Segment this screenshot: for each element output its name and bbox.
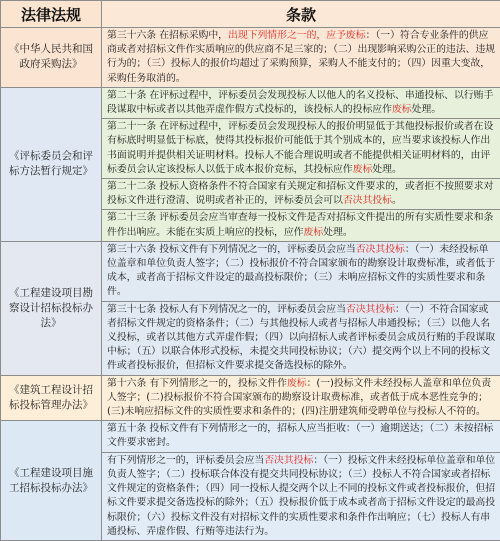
- clause-text: 处理。: [372, 164, 401, 175]
- clause-cell: [102, 87, 500, 118]
- table-row: [1, 375, 500, 421]
- clause-text: ：（一）未经投标单位盖章和单位负责人签字；（二）投标报价不符合国家颁布的勘察设计取费标准，或者低于成本，或者高于招标文件设定的最高投标限价；（三）未响应招标文件的实质性要求和条件。: [107, 244, 495, 298]
- clause-text: 第三十六条 投标文件有下列情况之一的，评标委员会应当: [107, 244, 356, 255]
- highlighted-term: 废标: [353, 164, 373, 175]
- clause-cell: [102, 301, 500, 375]
- regulations-body: [1, 28, 500, 541]
- clause-text: 第二十条 在评标过程中，评标委员会发现投标人以他人的名义投标、串通投标、以行贿手段谋取中标或者以其他弄虚作假方式投标的，该投标人的投标应作: [107, 90, 493, 115]
- law-name-cell: 《评标委员会和评标方法暂行规定》: [1, 87, 102, 241]
- clause-text: ：（一）投标文件未经投标单位盖章和单位负责人签字；（二）投标联合体没有提交共同投标协议；（三）投标人不符合国家或者招标文件规定的资格条件；（四）同一投标人提交两个以上不同的投标文件或者投标报价，但招标文件要求提交备选投标的除外；（五）投标报价低于成本或者高于招标文件设定的最高投标限价；（六）投标文件没有对招标文件的实质性要求和条件作出响应；（七）投标人有串通投标、弄虚作假、行贿等违法行为。: [107, 455, 495, 537]
- law-name-cell: 《建筑工程设计招标投标管理办法》: [1, 375, 102, 421]
- highlighted-term: 废标: [392, 104, 412, 115]
- table-row: [1, 28, 500, 88]
- clause-text: 有下列情形之一的，评标委员会应当: [107, 455, 264, 466]
- highlighted-term: 否决其投标: [264, 455, 313, 466]
- clause-column-header: 条款: [102, 1, 500, 28]
- clause-cell: [102, 421, 500, 452]
- clause-text: 第二十二条 投标人资格条件不符合国家有关规定和招标文件要求的，或者拒不按照要求对投标文件进行澄清、说明或者补正的，评标委员会可以: [107, 181, 493, 206]
- clause-text: ：（一）不符合国家或者招标文件规定的资格条件；（二）与其他投标人或者与招标人串通投标；（三）以他人名义投标，或者以其他方式弄虚作假；（四）以向招标人或者评标委员会成员行贿的手段谋取中标；（五）以联合体形式投标，未提交共同投标协议；（六）提交两个以上不同的投标文件或者投标报价，但招标文件要求提交备选投标的除外。: [107, 304, 495, 372]
- table-row: [1, 87, 500, 118]
- law-name-cell: 《工程建设项目勘察设计招标投标办法》: [1, 241, 102, 375]
- highlighted-term: 否决其投标: [343, 195, 392, 206]
- highlighted-term: 否决其投标: [356, 244, 405, 255]
- clause-text: 处理。: [323, 227, 352, 238]
- header-row: [1, 1, 500, 28]
- highlighted-term: 废标: [287, 378, 307, 389]
- highlighted-term: 废标: [304, 227, 324, 238]
- clause-cell: [102, 119, 500, 179]
- clause-cell: [102, 241, 500, 301]
- clause-text: ：（一）符合专业条件的供应商或者对招标文件作实质响应的供应商不足三家的；（二）出现影响采购公正的违法、违规行为的；（三）投标人的报价均超过了采购预算，采购人不能支付的；（四）因重大变故，采购任务取消的。: [107, 30, 495, 84]
- clause-cell: [102, 179, 500, 210]
- clause-cell: [102, 28, 500, 88]
- table-row: [1, 421, 500, 452]
- law-name-cell: 《工程建设项目施工招标投标办法》: [1, 421, 102, 541]
- clause-text: ：(一)投标文件未经投标人盖章和单位负责人签字；(二)投标报价不符合国家颁布的勘察设计取费标准，或者低于成本恶性竞争的；(三)未响应招标文件的实质性要求和条件的；(四)注册建筑师受聘单位与投标人不符的。: [107, 378, 491, 417]
- highlighted-term: 出现下列情形之一的，应予废标: [228, 30, 366, 41]
- clause-text: 第二十一条 在评标过程中，评标委员会发现投标人的报价明显低于其他投标报价或者在设有标底时明显低于标底，使得其投标报价可能低于其个别成本的，应当要求该投标人作出书面说明并提供相关证明材料。投标人不能合理说明或者不能提供相关证明材料的，由评标委员会认定该投标人以低于成本报价竞标，其投标应作: [107, 121, 493, 175]
- clause-text: 处理。: [412, 104, 441, 115]
- clause-text: 第十六条 有下列情形之一的，投标文件作: [107, 378, 287, 389]
- clause-cell: [102, 452, 500, 540]
- law-name-cell: 《中华人民共和国政府采购法》: [1, 28, 102, 88]
- clause-text: 第五十条 投标文件有下列情形之一的，招标人应当拒收：（一）逾期送达；（二）未按招标文件要求密封。: [107, 423, 493, 448]
- clause-text: 第二十三条 评标委员会应当审查每一投标文件是否对招标文件提出的所有实质性要求和条件作出响应。未能在实质上响应的投标，应作: [107, 212, 493, 237]
- highlighted-term: 否决其投标: [346, 304, 395, 315]
- clause-text: 第三十六条 在招标采购中，: [107, 30, 228, 41]
- clause-cell: [102, 375, 500, 421]
- clause-text: 第三十七条 投标人有下列情况之一的，评标委员会应当: [107, 304, 346, 315]
- table-row: [1, 241, 500, 301]
- clause-cell: [102, 210, 500, 241]
- clause-text: 。: [392, 195, 402, 206]
- law-column-header: 法律法规: [1, 1, 102, 28]
